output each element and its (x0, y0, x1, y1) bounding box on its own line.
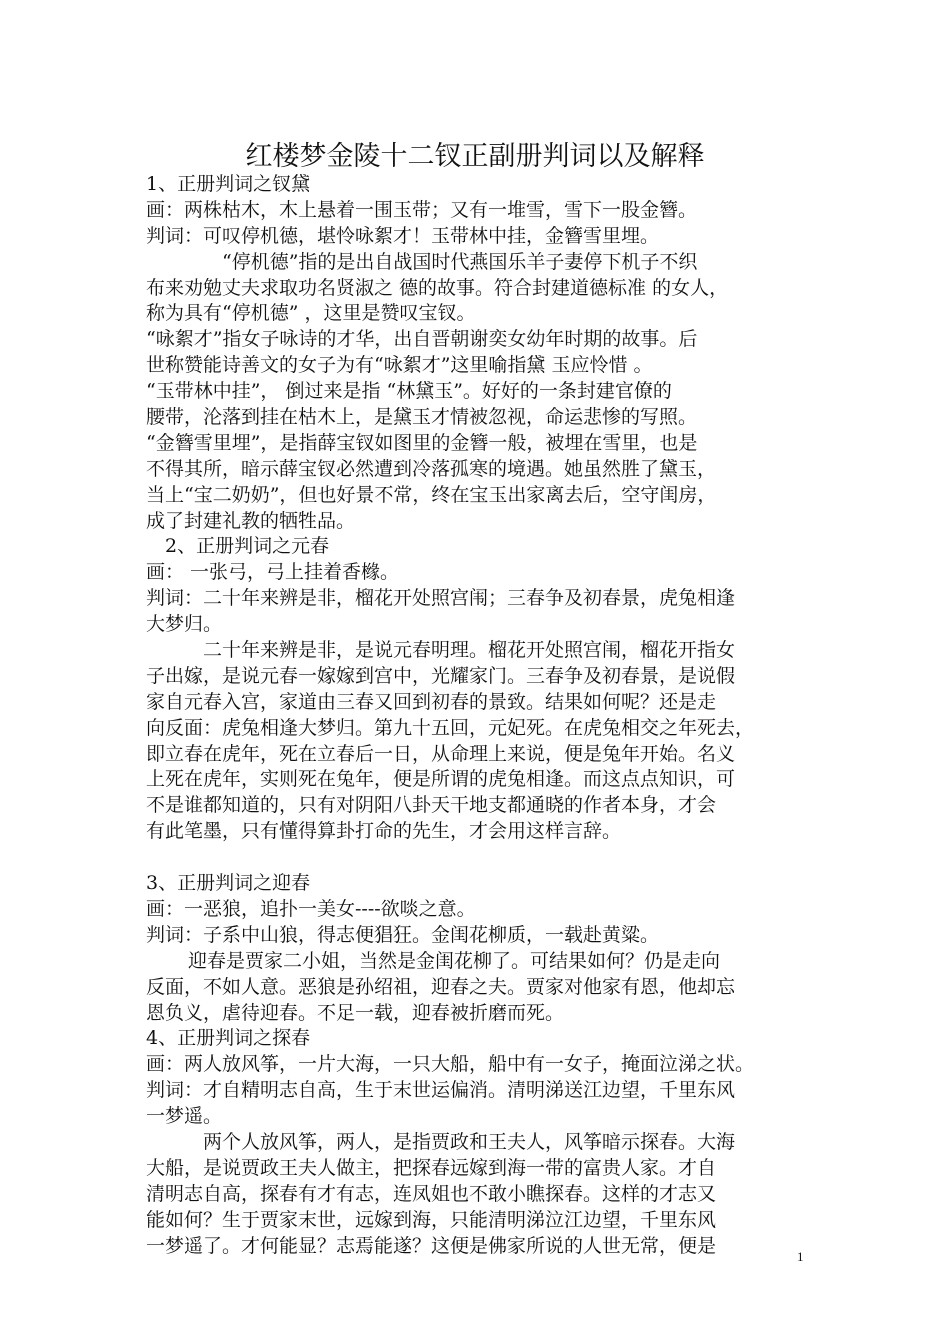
text-line: 4、正册判词之探春 (146, 1027, 311, 1050)
text-line: 大梦归。 (146, 613, 223, 636)
blank-line (146, 845, 822, 871)
page-number: 1 (797, 1249, 804, 1264)
text-line: 迎春是贾家二小姐，当然是金闺花柳了。可结果如何？仍是走向 (188, 949, 721, 972)
text-line: “咏絮才”指女子咏诗的才华，出自晋朝谢奕女幼年时期的故事。后 (146, 328, 698, 351)
text-line: 1、正册判词之钗黛 (146, 173, 311, 195)
document-title: 红楼梦金陵十二钗正副册判词以及解释 (245, 141, 705, 172)
text-line: “停机德”指的是出自战国时代燕国乐羊子妻停下机子不织 (222, 250, 698, 273)
text-line: 世称赞能诗善文的女子为有“咏絮才”这里喻指黛 玉应怜惜 。 (146, 354, 653, 377)
text-line: 判词：子系中山狼，得志便猖狂。金闺花柳质，一载赴黄粱。 (146, 923, 660, 946)
text-line: 二十年来辨是非，是说元春明理。榴花开处照宫闱，榴花开指女 (203, 639, 736, 662)
text-line: 腰带，沦落到挂在枯木上，是黛玉才情被忽视，命运悲惨的写照。 (146, 406, 698, 429)
text-line: 画： 一张弓，弓上挂着香橼。 (146, 561, 400, 584)
text-line: 3、正册判词之迎春 (146, 872, 311, 895)
text-line: 不得其所，暗示薛宝钗必然遭到冷落孤寒的境遇。她虽然胜了黛玉， (146, 457, 717, 480)
text-line: 画：两株枯木，木上悬着一围玉带；又有一堆雪，雪下一股金簪。 (146, 198, 698, 221)
text-line: 一梦遥了。才何能显？志焉能遂？这便是佛家所说的人世无常，便是 (146, 1234, 717, 1257)
text-line: 布来劝勉丈夫求取功名贤淑之 德的故事。符合封建道德标准 的女人， (146, 276, 729, 299)
text-line: 一梦遥。 (146, 1105, 223, 1128)
text-line: 成了封建礼教的牺牲品。 (146, 509, 356, 532)
text-line: 画：两人放风筝，一片大海，一只大船，船中有一女子，掩面泣涕之状。 (146, 1053, 755, 1076)
text-line: 有此笔墨，只有懂得算卦打命的先生，才会用这样言辞。 (146, 820, 622, 843)
text-line: 判词：才自精明志自高，生于末世运偏消。清明涕送江边望，千里东风 (146, 1079, 736, 1102)
text-line: 画：一恶狼，追扑一美女----欲啖之意。 (146, 897, 476, 920)
text-line: 子出嫁，是说元春一嫁嫁到宫中，光耀家门。三春争及初春景，是说假 (146, 664, 736, 687)
text-line: 判词：可叹停机德，堪怜咏絮才！玉带林中挂，金簪雪里埋。 (146, 224, 660, 247)
text-line: “玉带林中挂”， 倒过来是指 “林黛玉”。好好的一条封建官僚的 (146, 380, 672, 403)
text-line: 恩负义，虐待迎春。不足一载，迎春被折磨而死。 (146, 1001, 565, 1024)
text-line: 清明志自高，探春有才有志，连凤姐也不敢小瞧探春。这样的才志又 (146, 1182, 717, 1205)
text-line: 称为具有“停机德” ，这里是赞叹宝钗。 (146, 302, 476, 325)
text-line: 向反面：虎兔相逢大梦归。第九十五回，元妃死。在虎兔相交之年死去， (146, 716, 755, 739)
text-line: “金簪雪里埋”，是指薛宝钗如图里的金簪一般，被埋在雪里，也是 (146, 431, 698, 454)
text-line: 两个人放风筝，两人，是指贾政和王夫人，风筝暗示探春。大海 (203, 1130, 736, 1153)
text-line: 上死在虎年，实则死在兔年，便是所谓的虎兔相逢。而这点点知识，可 (146, 768, 736, 791)
text-line: 2、正册判词之元春 (165, 535, 330, 558)
text-line: 能如何？生于贾家末世，远嫁到海，只能清明涕泣江边望，千里东风 (146, 1208, 717, 1231)
text-line: 判词：二十年来辨是非，榴花开处照宫闱；三春争及初春景，虎兔相逢 (146, 587, 736, 610)
text-line: 大船，是说贾政王夫人做主，把探春远嫁到海一带的富贵人家。才自 (146, 1156, 717, 1179)
text-line: 家自元春入宫，家道由三春又回到初春的景致。结果如何呢？还是走 (146, 690, 717, 713)
text-line: 即立春在虎年，死在立春后一日，从命理上来说，便是兔年开始。名义 (146, 742, 736, 765)
text-line: 当上“宝二奶奶”，但也好景不常，终在宝玉出家离去后，空守闺房， (146, 483, 717, 506)
document-body (146, 172, 822, 1259)
text-line: 不是谁都知道的，只有对阴阳八卦天干地支都通晓的作者本身，才会 (146, 794, 717, 817)
text-line: 反面，不如人意。恶狼是孙绍祖，迎春之夫。贾家对他家有恩，他却忘 (146, 975, 736, 998)
